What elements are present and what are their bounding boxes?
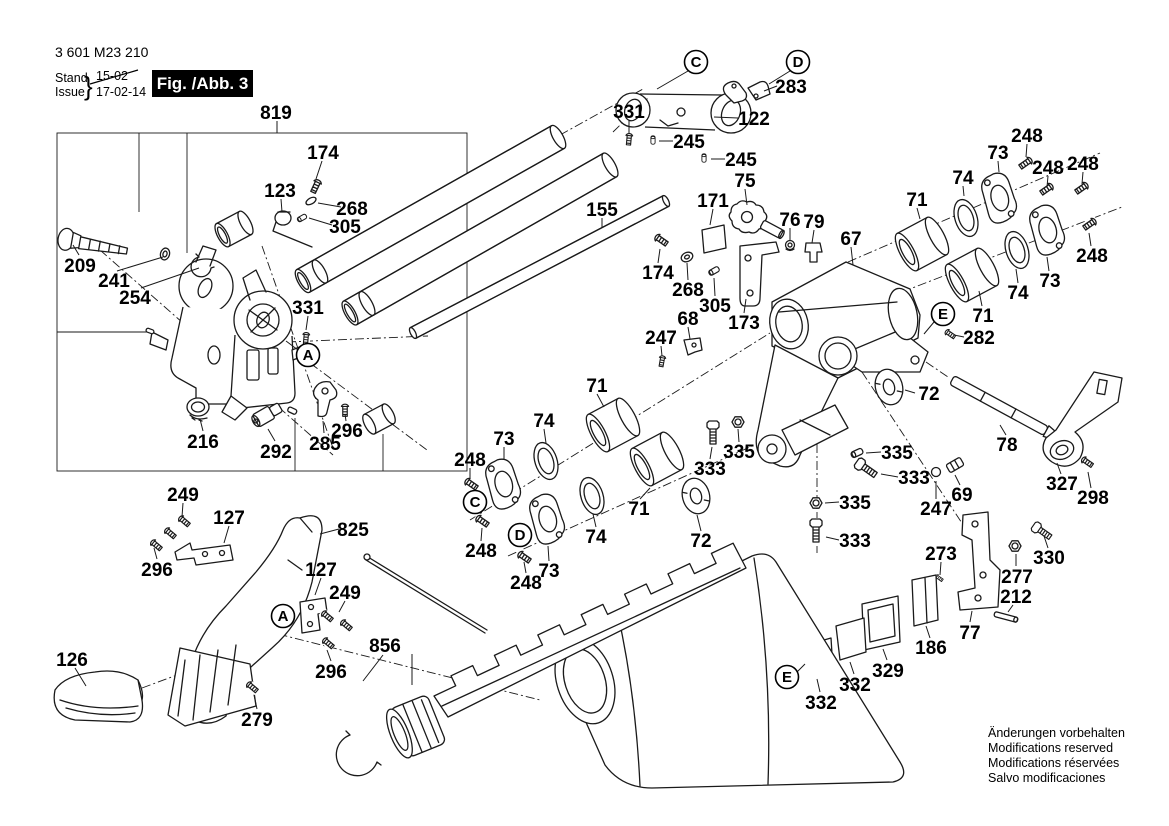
issue-label: Issue: [55, 85, 85, 99]
marker-letter: A: [302, 347, 314, 365]
issue-value: 17-02-14: [96, 85, 147, 99]
callout-126-20: 126: [56, 650, 88, 671]
bracket-127-top: [175, 543, 233, 565]
nut-335-bottom: [810, 498, 822, 508]
pad-plate-186: [912, 575, 938, 626]
end-cap-126: [54, 671, 142, 722]
bolt-333-mid: [852, 456, 881, 482]
screw-174-left: [308, 177, 324, 196]
marker-letter: E: [937, 306, 949, 324]
callout-77-67: 77: [959, 623, 981, 644]
callout-248-78: 248: [1076, 246, 1108, 267]
figure-label: Fig. /Abb. 3: [156, 74, 249, 93]
screw-296-b: [148, 537, 165, 553]
dust-bag: [545, 554, 904, 788]
callout-186-68: 186: [915, 638, 947, 659]
screw-296-c: [320, 635, 337, 651]
screw-282: [942, 327, 957, 341]
bolt-333-bottom: [810, 518, 823, 544]
dowel-292: [287, 406, 297, 414]
callout-67-33: 67: [840, 229, 862, 250]
bracket-68: [684, 338, 702, 355]
callout-331-8: 331: [292, 298, 324, 319]
callout-285-11: 285: [309, 434, 341, 455]
flange-73-d1: [527, 491, 568, 546]
callout-248-75: 248: [1067, 154, 1099, 175]
callout-241-6: 241: [98, 271, 130, 292]
callout-825-15: 825: [337, 520, 369, 541]
footer-line-en: Modifications reserved: [988, 741, 1114, 755]
callout-248-43: 248: [454, 450, 486, 471]
marker-letter: C: [690, 54, 702, 72]
ring-74-d1: [576, 475, 609, 518]
collar-856: [381, 694, 446, 761]
pad-332-a: [836, 618, 866, 660]
ball-247: [932, 468, 941, 477]
footer-line-fr: Modifications réservées: [988, 756, 1120, 770]
nut-335-left: [732, 417, 744, 427]
callout-171-30: 171: [697, 191, 729, 212]
brace-glyph: }: [84, 71, 93, 101]
callout-69-56: 69: [951, 485, 973, 506]
callout-305-4: 305: [329, 217, 361, 238]
pin-305-mid: [708, 266, 720, 276]
callout-268-3: 268: [336, 199, 368, 220]
callout-327-61: 327: [1046, 474, 1078, 495]
callout-78-60: 78: [996, 435, 1018, 456]
callout-73-79: 73: [1039, 271, 1061, 292]
marker-letter: E: [781, 669, 793, 687]
screw-174-mid: [652, 231, 671, 248]
flange-73-tr2: [1027, 202, 1068, 257]
footer-block: [988, 726, 1125, 785]
ring-74-c1: [530, 440, 563, 483]
header-block: [55, 44, 253, 101]
bushing-top: [212, 209, 256, 249]
callout-279-21: 279: [241, 710, 273, 731]
callout-155-28: 155: [586, 200, 618, 221]
clip-79: [805, 243, 822, 262]
callout-277-65: 277: [1001, 567, 1033, 588]
callout-296-16: 296: [141, 560, 173, 581]
plate-171: [702, 225, 726, 253]
callout-122-27: 122: [738, 109, 770, 130]
callout-332-70: 332: [839, 675, 871, 696]
callout-248-72: 248: [1011, 126, 1043, 147]
callout-333-55: 333: [839, 531, 871, 552]
catalog-number: 3 601 M23 210: [55, 44, 149, 60]
frame-329: [862, 596, 900, 650]
callout-216-9: 216: [187, 432, 219, 453]
callout-73-73: 73: [987, 143, 1009, 164]
pin-245-b: [702, 154, 706, 162]
stand-label: Stand: [55, 71, 88, 85]
callout-174-1: 174: [307, 143, 339, 164]
callout-248-74: 248: [1032, 158, 1064, 179]
marker-A-1: [272, 605, 295, 628]
callout-76-31: 76: [779, 210, 801, 231]
screw-249-d: [338, 617, 355, 633]
callout-273-63: 273: [925, 544, 957, 565]
screw-248-c2: [473, 512, 492, 529]
callout-282-58: 282: [963, 328, 995, 349]
washer-241: [159, 247, 171, 261]
pin-245-a: [651, 136, 655, 144]
marker-C-2: [685, 51, 708, 74]
callout-71-48: 71: [628, 499, 650, 520]
cap-76: [786, 241, 795, 251]
callout-74-41: 74: [533, 411, 555, 432]
callout-292-10: 292: [260, 442, 292, 463]
marker-D-5: [509, 524, 532, 547]
pin-small: [146, 328, 155, 334]
screw-247-left: [657, 354, 667, 368]
lever-327: [1043, 372, 1122, 466]
callout-333-50: 333: [694, 459, 726, 480]
screw-249-b: [162, 525, 179, 541]
marker-D-4: [787, 51, 810, 74]
marker-A-0: [297, 344, 320, 367]
callout-268-35: 268: [672, 280, 704, 301]
marker-letter: D: [792, 54, 804, 72]
callout-332-71: 332: [805, 693, 837, 714]
marker-letter: C: [469, 494, 481, 512]
pivot-arm-67: [756, 262, 928, 467]
washer-72-center: [678, 475, 713, 517]
roller-71-tr1: [891, 214, 953, 274]
bracket-77: [958, 512, 1000, 610]
marker-letter: D: [514, 527, 526, 545]
marker-E-7: [776, 666, 799, 689]
callout-127-17: 127: [305, 560, 337, 581]
callout-71-81: 71: [972, 306, 994, 327]
callout-174-34: 174: [642, 263, 674, 284]
callout-68-38: 68: [677, 309, 699, 330]
ring-74-tr2: [1001, 229, 1034, 272]
screw-249-a: [176, 513, 193, 529]
stand-value: 15-02: [96, 69, 128, 83]
callout-127-14: 127: [213, 508, 245, 529]
washer-268-mid: [680, 250, 695, 263]
callout-296-19: 296: [315, 662, 347, 683]
bolt-333-left: [707, 420, 720, 446]
marker-C-3: [464, 491, 487, 514]
pin-268-left: [305, 196, 318, 207]
flange-73-c1: [483, 456, 524, 511]
callout-74-76: 74: [952, 168, 974, 189]
pin-305-left: [297, 214, 308, 223]
nut-277: [1009, 541, 1021, 551]
footer-line-es: Salvo modificaciones: [988, 771, 1106, 785]
callout-819-0: 819: [260, 103, 292, 124]
callout-333-53: 333: [898, 468, 930, 489]
marker-letter: A: [277, 608, 289, 626]
callout-79-32: 79: [803, 212, 825, 233]
callout-71-77: 71: [906, 190, 928, 211]
roller-71-c1: [582, 395, 644, 455]
callout-330-64: 330: [1033, 548, 1065, 569]
callout-245-25: 245: [725, 150, 757, 171]
callout-283-26: 283: [775, 77, 807, 98]
screw-248-tr4: [1081, 215, 1100, 232]
callout-335-52: 335: [881, 443, 913, 464]
callout-335-54: 335: [839, 493, 871, 514]
callout-249-13: 249: [167, 485, 199, 506]
callout-212-66: 212: [1000, 587, 1032, 608]
callout-247-39: 247: [645, 328, 677, 349]
cap-nut-216: [187, 398, 209, 421]
callout-335-51: 335: [723, 442, 755, 463]
footer-line-de: Änderungen vorbehalten: [988, 726, 1125, 740]
callout-73-45: 73: [538, 561, 560, 582]
callout-298-62: 298: [1077, 488, 1109, 509]
callout-73-42: 73: [493, 429, 515, 450]
ring-74-tr1: [950, 197, 983, 240]
fitting-69: [946, 457, 964, 473]
rear-bracket-plate: [150, 246, 244, 404]
callout-74-47: 74: [585, 527, 607, 548]
screw-331-top: [624, 132, 634, 146]
marker-E-6: [932, 303, 955, 326]
callout-248-46: 248: [510, 573, 542, 594]
callout-75-29: 75: [734, 171, 756, 192]
callout-72-59: 72: [918, 384, 940, 405]
roller-71-d1: [626, 429, 688, 489]
callout-123-2: 123: [264, 181, 296, 202]
clamp-hook-285: [314, 382, 337, 417]
callout-331-23: 331: [613, 102, 645, 123]
callout-305-36: 305: [699, 296, 731, 317]
callout-247-57: 247: [920, 499, 952, 520]
long-rod: [364, 554, 487, 633]
callout-296-12: 296: [331, 421, 363, 442]
bushing-right: [360, 402, 398, 436]
callout-856-22: 856: [369, 636, 401, 657]
roller-71-tr2: [941, 245, 1003, 305]
callout-74-80: 74: [1007, 283, 1029, 304]
callout-248-44: 248: [465, 541, 497, 562]
callout-71-40: 71: [586, 376, 608, 397]
pin-335-mid: [850, 448, 863, 459]
clip-ring-856: [336, 731, 381, 776]
callout-209-5: 209: [64, 256, 96, 277]
callout-245-24: 245: [673, 132, 705, 153]
callout-329-69: 329: [872, 661, 904, 682]
star-knob-75: [729, 201, 785, 239]
flange-73-tr1: [979, 170, 1020, 225]
pin-212: [994, 611, 1018, 622]
callout-249-18: 249: [329, 583, 361, 604]
bolt-330: [1029, 520, 1055, 543]
callout-72-49: 72: [690, 531, 712, 552]
bracket-173: [740, 242, 779, 306]
callout-254-7: 254: [119, 288, 151, 309]
callout-173-37: 173: [728, 313, 760, 334]
